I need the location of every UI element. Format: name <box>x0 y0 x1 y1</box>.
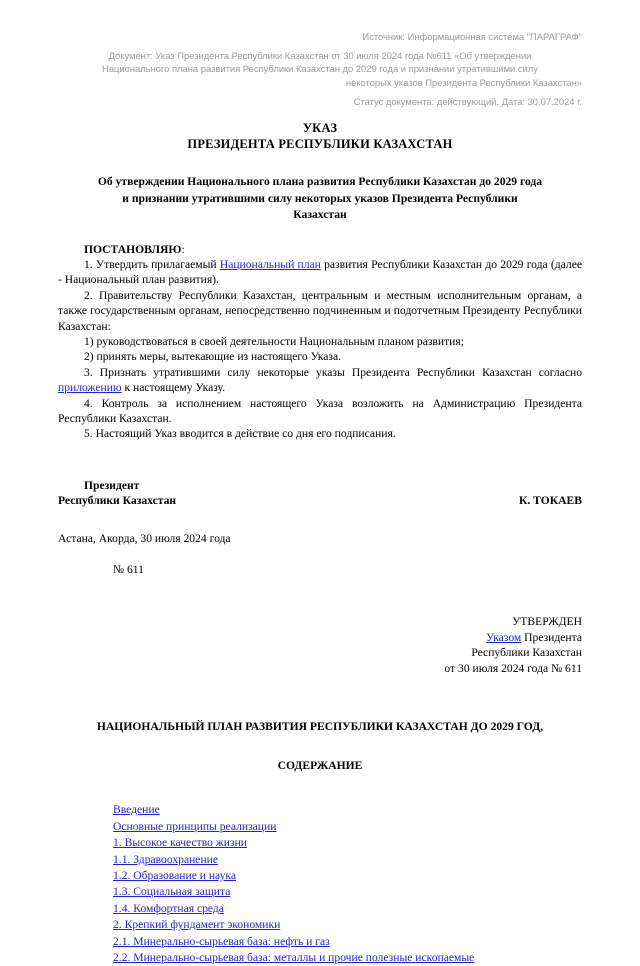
clause-1 <box>58 257 582 288</box>
approved-decree-rest: Президента <box>521 630 582 644</box>
decree-title-line-2: ПРЕЗИДЕНТА РЕСПУБЛИКИ КАЗАХСТАН <box>187 137 453 152</box>
signer-title-line-2: Республики Казахстан <box>58 494 177 508</box>
toc-item[interactable]: Основные принципы реализации <box>113 819 277 833</box>
toc-item[interactable]: 1.2. Образование и наука <box>113 869 236 883</box>
table-of-contents <box>113 802 582 966</box>
decree-subject <box>80 174 560 224</box>
clause-1-text-before: 1. Утвердить прилагаемый <box>84 257 220 271</box>
contents-heading: СОДЕРЖАНИЕ <box>277 759 363 773</box>
approved-block <box>58 614 582 676</box>
status-line: Статус документа: действующий. Дата: 30.07.2024 г. <box>353 95 582 107</box>
toc-item[interactable]: 1. Высокое качество жизни <box>113 836 247 850</box>
national-plan-link[interactable]: Национальный план <box>219 257 321 271</box>
approved-decree-row <box>58 630 582 646</box>
approved-republic: Республики Казахстан <box>471 646 582 660</box>
place-and-date: Астана, Акорда, 30 июля 2024 года <box>58 531 231 545</box>
toc-item[interactable]: 1.1. Здравоохранение <box>113 852 218 866</box>
decree-subject-line-3: Казахстан <box>293 208 347 222</box>
decree-subject-line-2: и признании утратившими силу некоторых указов Президента Республики <box>122 191 518 205</box>
signature-block <box>58 478 582 509</box>
source-line: Источник: Информационная система "ПАРАГРАФ" <box>362 31 582 42</box>
decree-title-line-1: УКАЗ <box>302 121 338 136</box>
clause-1-text-after: развития Республики Казахстан до 2029 года (далее - Национальный план развития). <box>58 257 582 287</box>
document-meta-header <box>58 30 582 108</box>
decree-subject-line-1: Об утверждении Национального плана развития Республики Казахстан до 2029 года <box>97 175 543 189</box>
document-reference-line-3: некоторых указов Президента Республики Казахстан» <box>345 76 582 88</box>
document-reference <box>58 49 582 89</box>
resolve-paragraph <box>58 242 582 257</box>
resolve-colon: : <box>181 242 185 256</box>
clause-3-text-after: к настоящему Указу. <box>121 381 226 395</box>
decree-body <box>58 242 582 442</box>
signer-row <box>58 493 582 508</box>
toc-item[interactable]: 2. Крепкий фундамент экономики <box>113 918 281 932</box>
plan-title: НАЦИОНАЛЬНЫЙ ПЛАН РАЗВИТИЯ РЕСПУБЛИКИ КАЗАХСТАН ДО 2029 ГОД, <box>96 720 544 734</box>
signer-name: К. ТОКАЕВ <box>518 494 582 508</box>
toc-item[interactable]: 1.4. Комфортная среда <box>113 901 224 915</box>
clause-3-text-before: 3. Признать утратившими силу некоторые указы Президента Республики Казахстан согласно <box>84 365 582 379</box>
appendix-link[interactable]: приложению <box>58 381 122 395</box>
page-title <box>58 120 582 152</box>
decree-number: № 611 <box>113 563 144 577</box>
approved-date-number: от 30 июля 2024 года № 611 <box>444 661 582 675</box>
toc-item[interactable]: Введение <box>113 803 160 817</box>
clause-2-subitem-1: 1) руководствоваться в своей деятельности Национальным планом развития; <box>84 334 464 348</box>
toc-item[interactable]: 2.2. Минерально-сырьевая база: металлы и прочие полезные ископаемые <box>113 951 475 965</box>
clause-2: 2. Правительству Республики Казахстан, центральным и местным исполнительным органам, а также государственным органам, непосредственно подчиненным и подотчетным Президенту Республики Казахстан: <box>58 288 582 333</box>
signer-title-line-1: Президент <box>84 478 140 492</box>
clause-5: 5. Настоящий Указ вводится в действие со дня его подписания. <box>84 427 396 441</box>
toc-item[interactable]: 2.1. Минерально-сырьевая база: нефть и газ <box>113 934 330 948</box>
decree-link[interactable]: Указом <box>486 630 522 644</box>
resolve-label: ПОСТАНОВЛЯЮ <box>84 242 182 256</box>
document-reference-line-2: Национального плана развития Республики Казахстан до 2029 года и признании утратившими силу <box>102 63 538 75</box>
clause-2-subitem-2: 2) принять меры, вытекающие из настоящего Указа. <box>84 350 341 364</box>
toc-item[interactable]: 1.3. Социальная защита <box>113 885 231 899</box>
clause-4: 4. Контроль за исполнением настоящего Указа возложить на Администрацию Президента Республики Казахстан. <box>58 396 582 425</box>
approved-label: УТВЕРЖДЕН <box>512 615 582 629</box>
document-reference-line-1: Документ: Указ Президента Республики Казахстан от 30 июля 2024 года №611 «Об утверждении <box>108 50 532 62</box>
clause-3 <box>58 365 582 396</box>
